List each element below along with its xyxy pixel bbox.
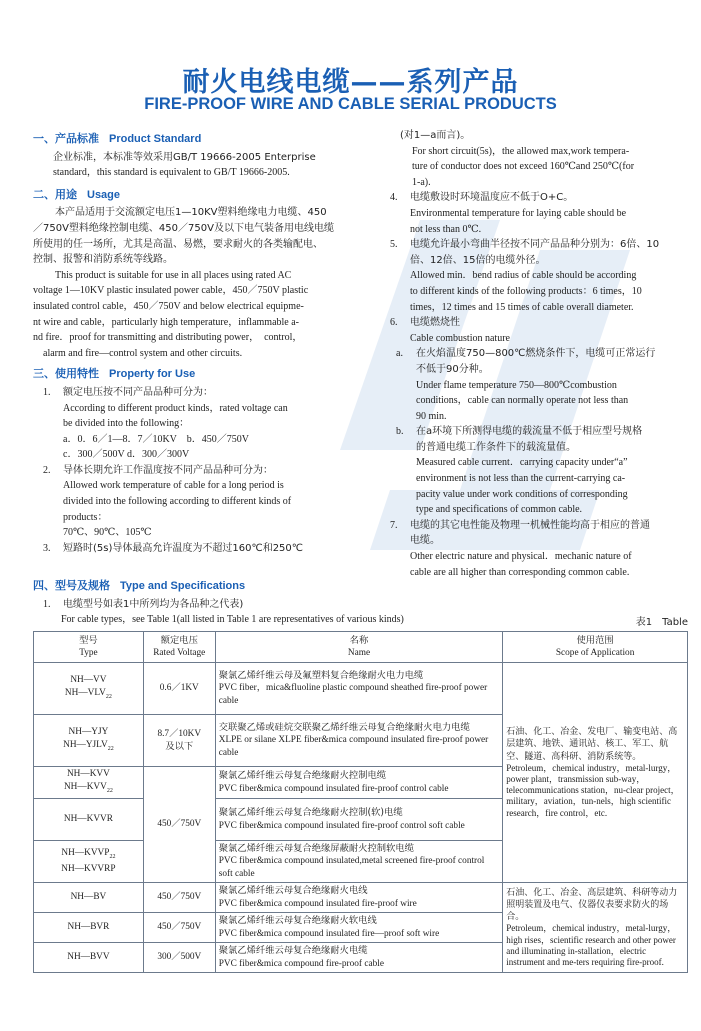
list-item: a. 在火焰温度750—800℃燃烧条件下，电缆可正常运行 不低于90分种。 Under flame temperature 750—800℃combustion conditions，cable can normally operate not less than 90 min. bbox=[396, 348, 656, 422]
text-line: voltage 1—10KV plastic insulated power cable，450／750V plastic bbox=[33, 285, 309, 297]
header-scope: 使用范围 Scope of Application bbox=[503, 632, 688, 663]
paragraph: standard，this standard is equivalent to GB/T 19666-2005. bbox=[53, 167, 290, 179]
header-type: 型号 Type bbox=[34, 632, 144, 663]
text-line: alarm and fire—control system and other circuits. bbox=[43, 347, 243, 359]
section-heading bbox=[33, 578, 688, 595]
cell-name: 聚氯乙烯纤维云母及氟塑料复合绝缘耐火电力电缆 PVC fiber，mica&fluoline plastic compound sheathed fire-proof power cable bbox=[215, 663, 502, 715]
text-line: 本产品适用于交流额定电压1—10KV塑料绝缘电力电缆、450 bbox=[55, 207, 327, 219]
section-title-cn: 一、产品标准 bbox=[33, 132, 99, 145]
list-item: 7. 电缆的其它电性能及物理一机械性能均高于相应的普通 电缆。 Other electric nature and physical．mechanic nature of cable are all higher than corresponding common cable. bbox=[390, 519, 650, 578]
cell-type: NH—BV bbox=[34, 883, 144, 913]
list-item: 4. 电缆敷设时环境温度应不低于O+C。 Environmental temperature for laying cable should be not less than 0℃. bbox=[390, 192, 627, 235]
cell-type: NH—BVV bbox=[34, 943, 144, 973]
left-column bbox=[33, 128, 385, 556]
table-label: 表1 Table bbox=[635, 617, 688, 628]
cell-voltage: 450／750V bbox=[143, 883, 215, 913]
cell-voltage: 450／750V bbox=[143, 913, 215, 943]
list-item: 5. 电缆允许最小弯曲半径按不同产品品种分别为：6倍、10 倍、12倍、15倍的电缆外径。 Allowed min．bend radius of cable should be according to different kinds of the following products：6 times，10 times，12 times and 15 times of cable overall diameter. bbox=[390, 239, 660, 313]
cell-name: 聚氯乙烯纤维云母复合绝缘耐火电缆 PVC fiber&mica compound fire-proof cable bbox=[215, 943, 502, 973]
cell-scope: 石油、化工、冶金、高层建筑、科研等动力照明装置及电气、仪器仪表要求防火的场合。 Petroleum，chemical industry，metal-lurgy，high rises，scientific research and other power and illuminating in-stallation，electric instrument and me-ters requiring fire-proof. bbox=[503, 883, 688, 973]
list-item: 2. 导体长期允许工作温度按不同产品品种可分为： Allowed work temperature of cable for a long period is divided into the following according to different kinds of products： 70℃、90℃、105℃ bbox=[43, 464, 292, 539]
list-item: 6. 电缆燃烧性 Cable combustion nature bbox=[390, 317, 510, 344]
section-property bbox=[33, 366, 385, 383]
cell-type: $NH—KVVP_{22}$ NH—KVVRP bbox=[34, 841, 144, 883]
list-item: b. 在a环境下所测得电缆的载流量不低于相应型号规格 的普通电缆工作条件下的载流量值。 Measured cable current．carrying capacity under“a” environment is not less than the current-carrying ca- pacity value under work conditions of corresponding type and specifications of common cable. bbox=[396, 426, 643, 516]
cell-voltage: 8.7／10KV 及以下 bbox=[143, 715, 215, 767]
list-item: 1. 电缆型号如表1中所列均为各品种之代表) bbox=[43, 598, 244, 610]
text-line: For cable types，see Table 1(all listed in Table 1 are representatives of various kinds) bbox=[61, 614, 404, 626]
cell-name: 聚氯乙烯纤维云母复合绝缘耐火电线 PVC fiber&mica compound insulated fire-proof wire bbox=[215, 883, 502, 913]
section-title-cn: 三、使用特性 bbox=[33, 367, 99, 381]
text-line: nt wire and cable，particularly high temperature，inflammable a- bbox=[33, 316, 300, 328]
section-product-standard bbox=[33, 131, 385, 148]
page-title-en: FIRE-PROOF WIRE AND CABLE SERIAL PRODUCTS bbox=[144, 95, 557, 113]
paragraph: 企业标准，本标准等效采用GB/T 19666-2005 Enterprise bbox=[53, 151, 316, 163]
spec-table bbox=[33, 631, 688, 973]
text-line: 所使用的任一场所，尤其是高温、易燃，要求耐火的各类输配电、 bbox=[33, 238, 323, 250]
table-header-row bbox=[34, 632, 688, 663]
section-title-en: Property for Use bbox=[109, 368, 196, 381]
text-line: (对1—a而言)。 bbox=[400, 130, 471, 141]
cell-scope: 石油、化工、冶金、发电厂、输变电站、高层建筑、地铁、通讯站、核工、军工、航空、隧道、高科研、消防系统等。 Petroleum，chemical industry，metal-lurgy，power plant，transmission sub-way，telecommunications station，nu-clear project，military，aviation，tun-nels，high scientific research，fire control，etc. bbox=[503, 663, 688, 883]
cell-voltage: 300／500V bbox=[143, 943, 215, 973]
cell-name: 聚氯乙烯纤维云母复合绝缘耐火软电线 PVC fiber&mica compound insulated fire—proof soft wire bbox=[215, 913, 502, 943]
text-line: For short circuit(5s)，the allowed max,work tempera- bbox=[412, 145, 630, 157]
cell-name: 聚氯乙烯纤维云母复合绝缘耐火控制电缆 PVC fiber&mica compound insulated fire-proof control cable bbox=[215, 767, 502, 799]
cell-type: NH—YJY $NH—YJLV_{22}$ bbox=[34, 715, 144, 767]
text-line: nd fire．proof for transmitting and distributing power， control， bbox=[33, 332, 303, 344]
header-name: 名称 Name bbox=[215, 632, 502, 663]
section-title-cn: 二、用途 bbox=[33, 187, 77, 201]
cell-type: NH—BVR bbox=[34, 913, 144, 943]
cell-voltage: 450／750V bbox=[143, 767, 215, 883]
section-title-en: Type and Specifications bbox=[120, 580, 246, 592]
text-line: ／750V塑料绝缘控制电缆、450／750V及以下电气装备用电线电缆 bbox=[33, 222, 334, 234]
section-usage bbox=[33, 187, 385, 204]
right-column bbox=[390, 128, 680, 580]
list-item: 3. 短路时(5s)导体最高允许温度为不超过160℃和250℃ bbox=[43, 542, 304, 554]
cell-type: NH—KVVR bbox=[34, 799, 144, 841]
table-row bbox=[34, 663, 688, 715]
cell-voltage: 0.6／1KV bbox=[143, 663, 215, 715]
text-line: 控制、报警和消防系统等线路。 bbox=[33, 254, 173, 266]
cell-name: 交联聚乙烯或硅烷交联聚乙烯纤维云母复合绝缘耐火电力电缆 XLPE or silane XLPE fiber&mica compound insulated fire-proof power cable bbox=[215, 715, 502, 767]
section-title-en: Usage bbox=[87, 188, 121, 201]
page-title-cn: 耐火电线电缆——系列产品 bbox=[182, 67, 519, 98]
header-voltage: 额定电压 Rated Voltage bbox=[143, 632, 215, 663]
text-line: insulated control cable，450／750V and below electrical equipme- bbox=[33, 300, 304, 312]
section-type-spec bbox=[33, 575, 688, 628]
cell-name: 聚氯乙烯纤维云母复合绝缘耐火控制(软)电缆 PVC fiber&mica compound insulated fire-proof control soft cable bbox=[215, 799, 502, 841]
list-item: 1. 额定电压按不同产品品种可分为： According to different product kinds，rated voltage can be divided into the following： a．0．6／1—8．7／10KV b．450／750V c．300／500V d．300／300V bbox=[43, 386, 288, 461]
section-title-cn: 四、型号及规格 bbox=[33, 579, 110, 592]
cell-type: NH—KVV $NH—KVV_{22}$ bbox=[34, 767, 144, 799]
text-line: This product is suitable for use in all places using rated AC bbox=[55, 269, 292, 281]
cell-name: 聚氯乙烯纤维云母复合绝缘屏蔽耐火控制软电缆 PVC fiber&mica compound insulated,metal screened fire-proof control soft cable bbox=[215, 841, 502, 883]
text-line: 1-a). bbox=[412, 176, 431, 188]
table-row bbox=[34, 883, 688, 913]
cell-type: NH—VV $NH—VLV_{22}$ bbox=[34, 663, 144, 715]
text-line: ture of conductor does not exceed 160℃and 250℃(for bbox=[412, 161, 635, 173]
section-title-en: Product Standard bbox=[109, 133, 202, 145]
